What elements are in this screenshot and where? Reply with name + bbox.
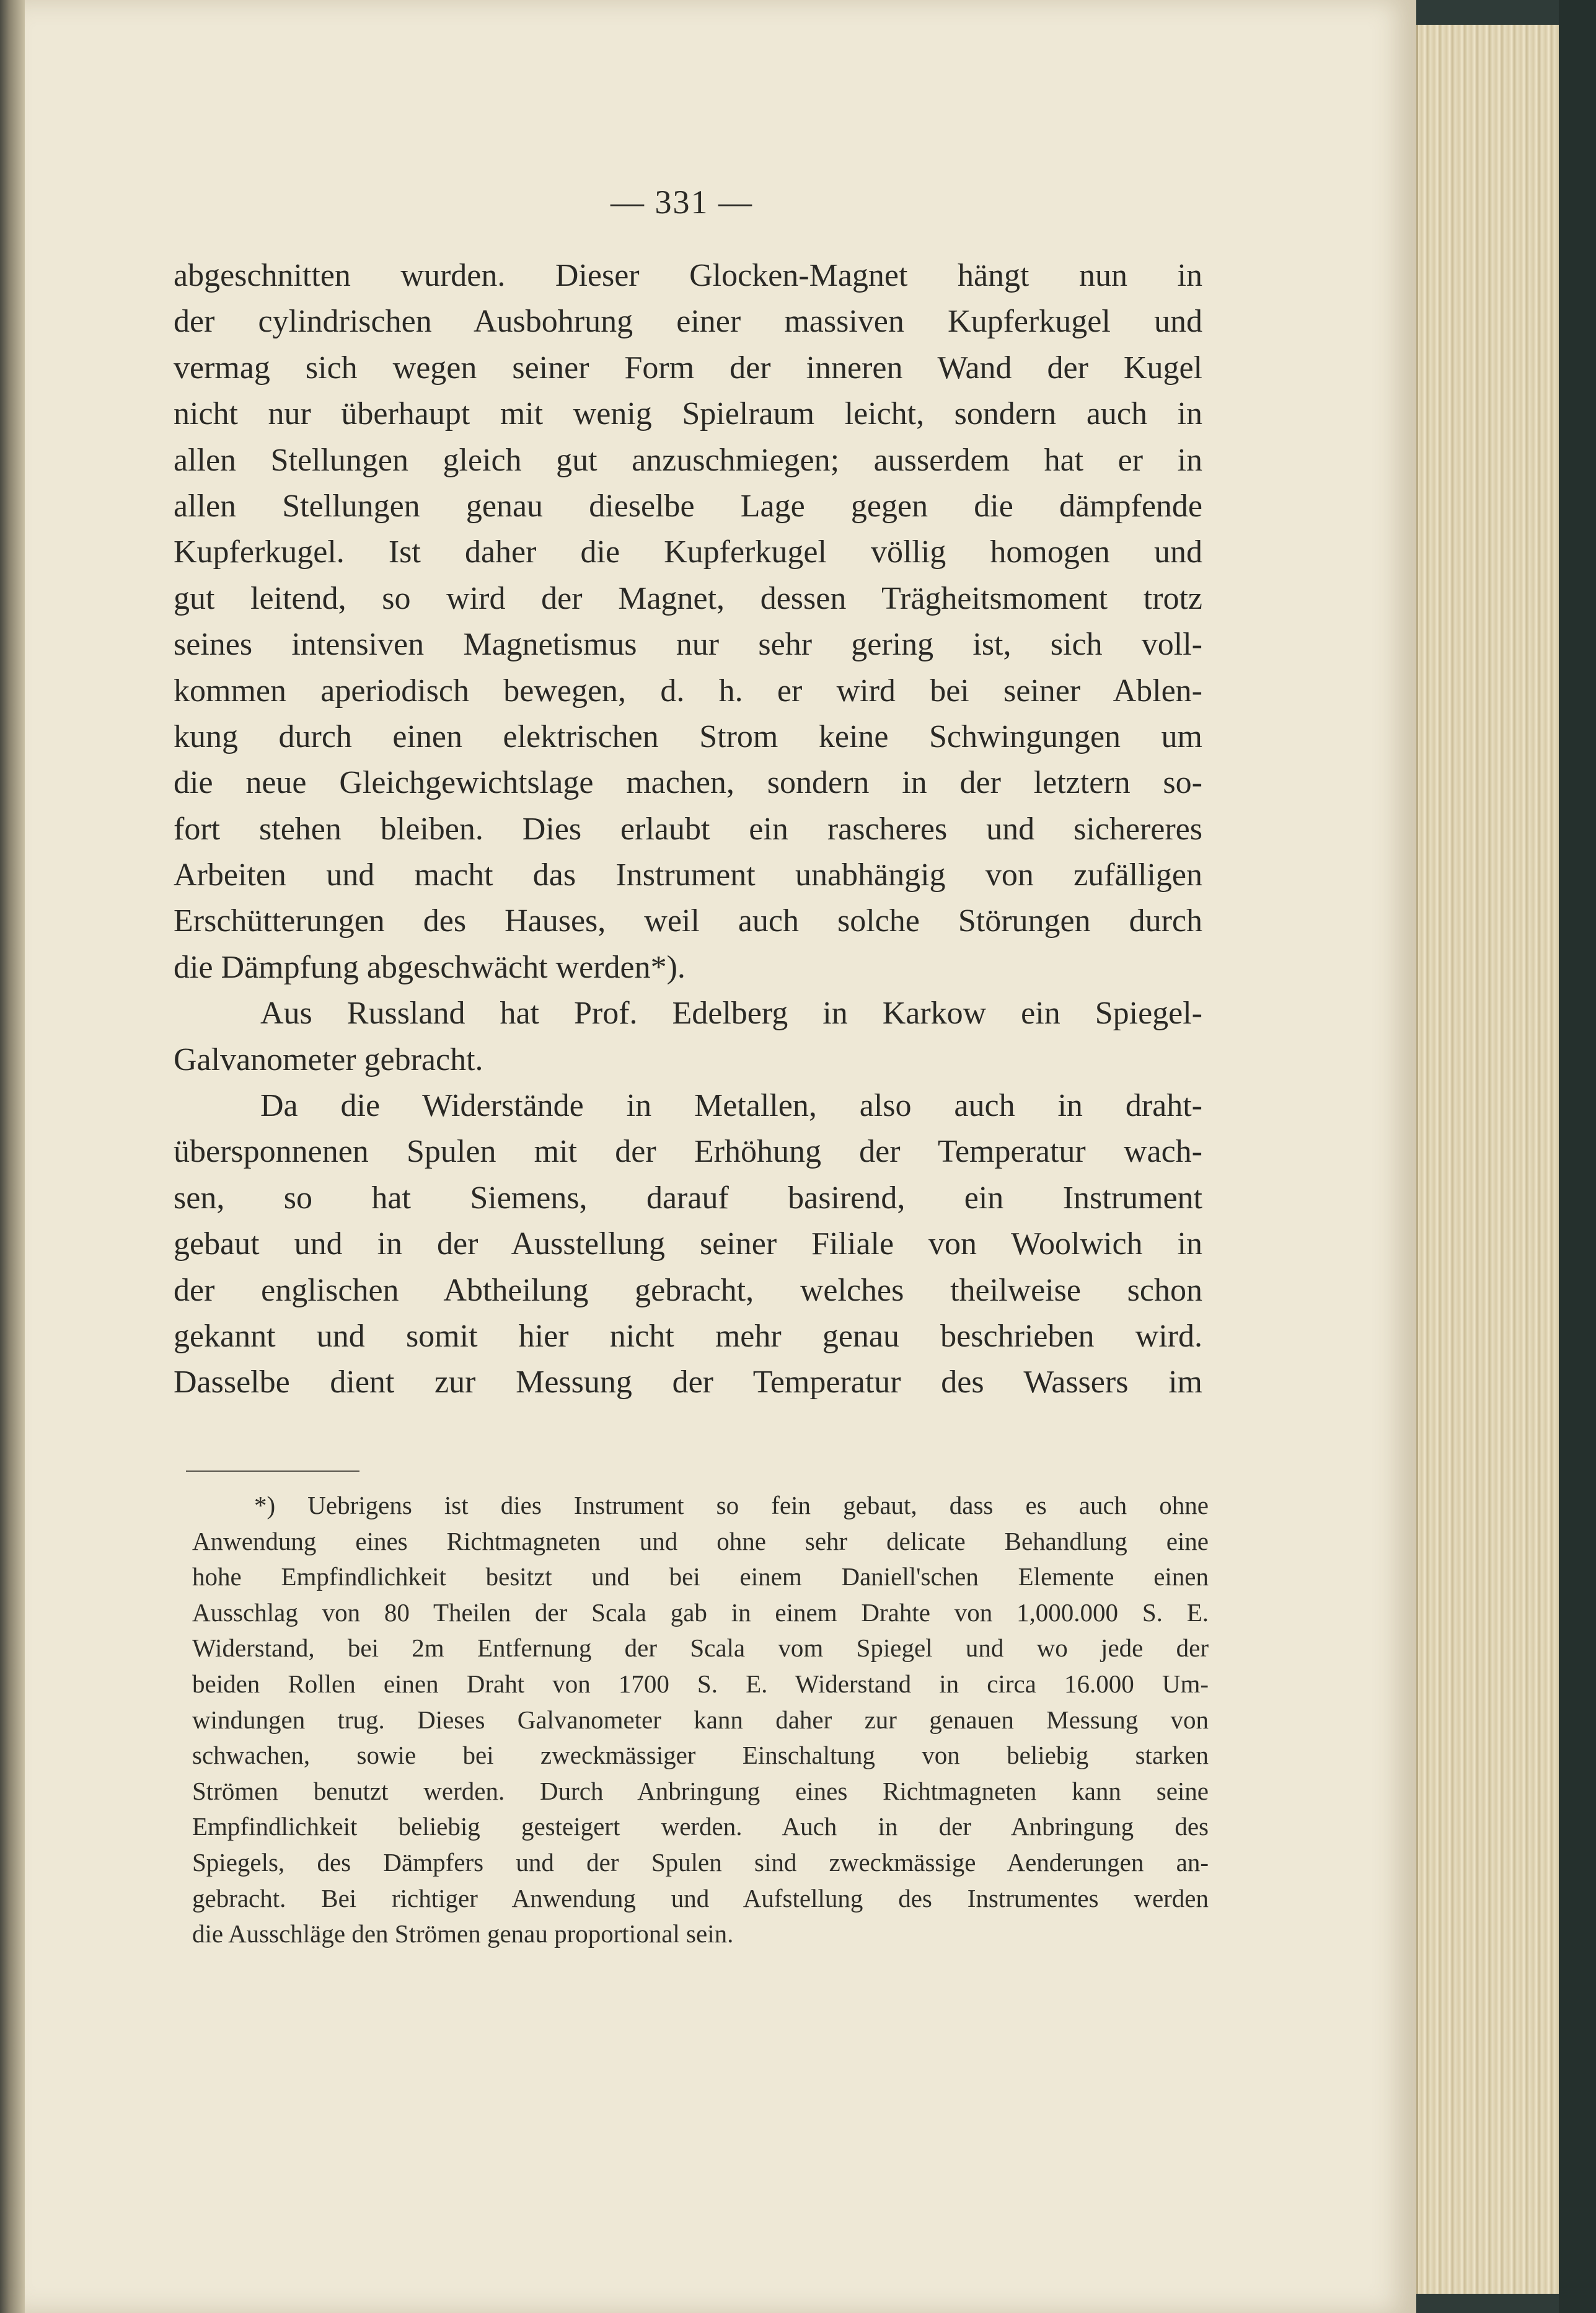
footnote-line: gebracht. Bei richtiger Anwendung und Aufstellung des Instrumentes werden xyxy=(192,1883,1209,1913)
text-line: kung durch einen elektrischen Strom keine Schwingungen um xyxy=(174,719,1202,754)
footnote-line: beiden Rollen einen Draht von 1700 S. E. Widerstand in circa 16.000 Um- xyxy=(192,1669,1209,1698)
text-line: der cylindrischen Ausbohrung einer massiven Kupferkugel und xyxy=(174,304,1202,340)
footnote-line: schwachen, sowie bei zweckmässiger Einschaltung von beliebig starken xyxy=(192,1741,1209,1770)
footnote-line: die Ausschläge den Strömen genau proportional sein. xyxy=(192,1919,734,1948)
text-line: Arbeiten und macht das Instrument unabhängig von zufälligen xyxy=(174,857,1202,893)
text-line: der englischen Abtheilung gebracht, welches theilweise schon xyxy=(174,1272,1202,1308)
page-number: — 331 — xyxy=(611,184,753,221)
text-line: die neue Gleichgewichtslage machen, sondern in der letztern so- xyxy=(174,765,1202,801)
footnote-line: Spiegels, des Dämpfers und der Spulen sind zweckmässige Aenderungen an- xyxy=(192,1847,1209,1877)
text-line: fort stehen bleiben. Dies erlaubt ein rascheres und sichereres xyxy=(174,811,1202,847)
footnotes xyxy=(192,1488,1209,1952)
page-block-edges xyxy=(1416,25,1561,2294)
text-line: Kupferkugel. Ist daher die Kupferkugel völlig homogen und xyxy=(174,534,1202,570)
text-line: Da die Widerstände in Metallen, also auch in draht- xyxy=(260,1088,1202,1124)
text-line: Aus Russland hat Prof. Edelberg in Karkow ein Spiegel- xyxy=(260,996,1202,1032)
footnote-line: windungen trug. Dieses Galvanometer kann daher zur genauen Messung von xyxy=(192,1705,1209,1734)
footnote-line: Strömen benutzt werden. Durch Anbringung eines Richtmagneten kann seine xyxy=(192,1776,1209,1805)
text-line: Erschütterungen des Hauses, weil auch solche Störungen durch xyxy=(174,903,1202,939)
text-line: Galvanometer gebracht. xyxy=(174,1042,483,1077)
text-line: kommen aperiodisch bewegen, d. h. er wird bei seiner Ablen- xyxy=(174,673,1202,709)
text-line: gebaut und in der Ausstellung seiner Filiale von Woolwich in xyxy=(174,1226,1202,1262)
text-line: vermag sich wegen seiner Form der inneren Wand der Kugel xyxy=(174,350,1202,386)
footnote-line: Ausschlag von 80 Theilen der Scala gab in einem Drahte von 1,000.000 S. E. xyxy=(192,1598,1209,1627)
text-line: abgeschnitten wurden. Dieser Glocken-Magnet hängt nun in xyxy=(174,258,1202,293)
text-line: die Dämpfung abgeschwächt werden*). xyxy=(174,949,686,985)
footnote-line: *) Uebrigens ist dies Instrument so fein gebaut, dass es auch ohne xyxy=(254,1491,1209,1519)
text-line: allen Stellungen genau dieselbe Lage gegen die dämpfende xyxy=(174,488,1202,524)
footnote-line: hohe Empfindlichkeit besitzt und bei einem Daniell'schen Elemente einen xyxy=(192,1562,1209,1591)
footnote-line: Widerstand, bei 2m Entfernung der Scala vom Spiegel und wo jede der xyxy=(192,1634,1209,1663)
footnote-line: Anwendung eines Richtmagneten und ohne sehr delicate Behandlung eine xyxy=(192,1526,1209,1555)
body-text xyxy=(174,253,1202,1406)
text-line: sen, so hat Siemens, darauf basirend, ein Instrument xyxy=(174,1180,1202,1216)
text-line: gekannt und somit hier nicht mehr genau beschrieben wird. xyxy=(174,1318,1202,1354)
text-line: Dasselbe dient zur Messung der Temperatur des Wassers im xyxy=(174,1364,1202,1400)
footnote-line: Empfindlichkeit beliebig gesteigert werden. Auch in der Anbringung des xyxy=(192,1812,1209,1841)
text-line: allen Stellungen gleich gut anzuschmiegen; ausserdem hat er in xyxy=(174,442,1202,478)
book-cover-edge xyxy=(1559,0,1596,2313)
text-line: gut leitend, so wird der Magnet, dessen Trägheitsmoment trotz xyxy=(174,580,1202,616)
text-line: übersponnenen Spulen mit der Erhöhung der Temperatur wach- xyxy=(174,1134,1202,1170)
previous-page-edge xyxy=(0,0,25,2313)
text-line: seines intensiven Magnetismus nur sehr gering ist, sich voll- xyxy=(174,627,1202,663)
footnote-separator xyxy=(186,1471,359,1472)
text-line: nicht nur überhaupt mit wenig Spielraum leicht, sondern auch in xyxy=(174,396,1202,432)
